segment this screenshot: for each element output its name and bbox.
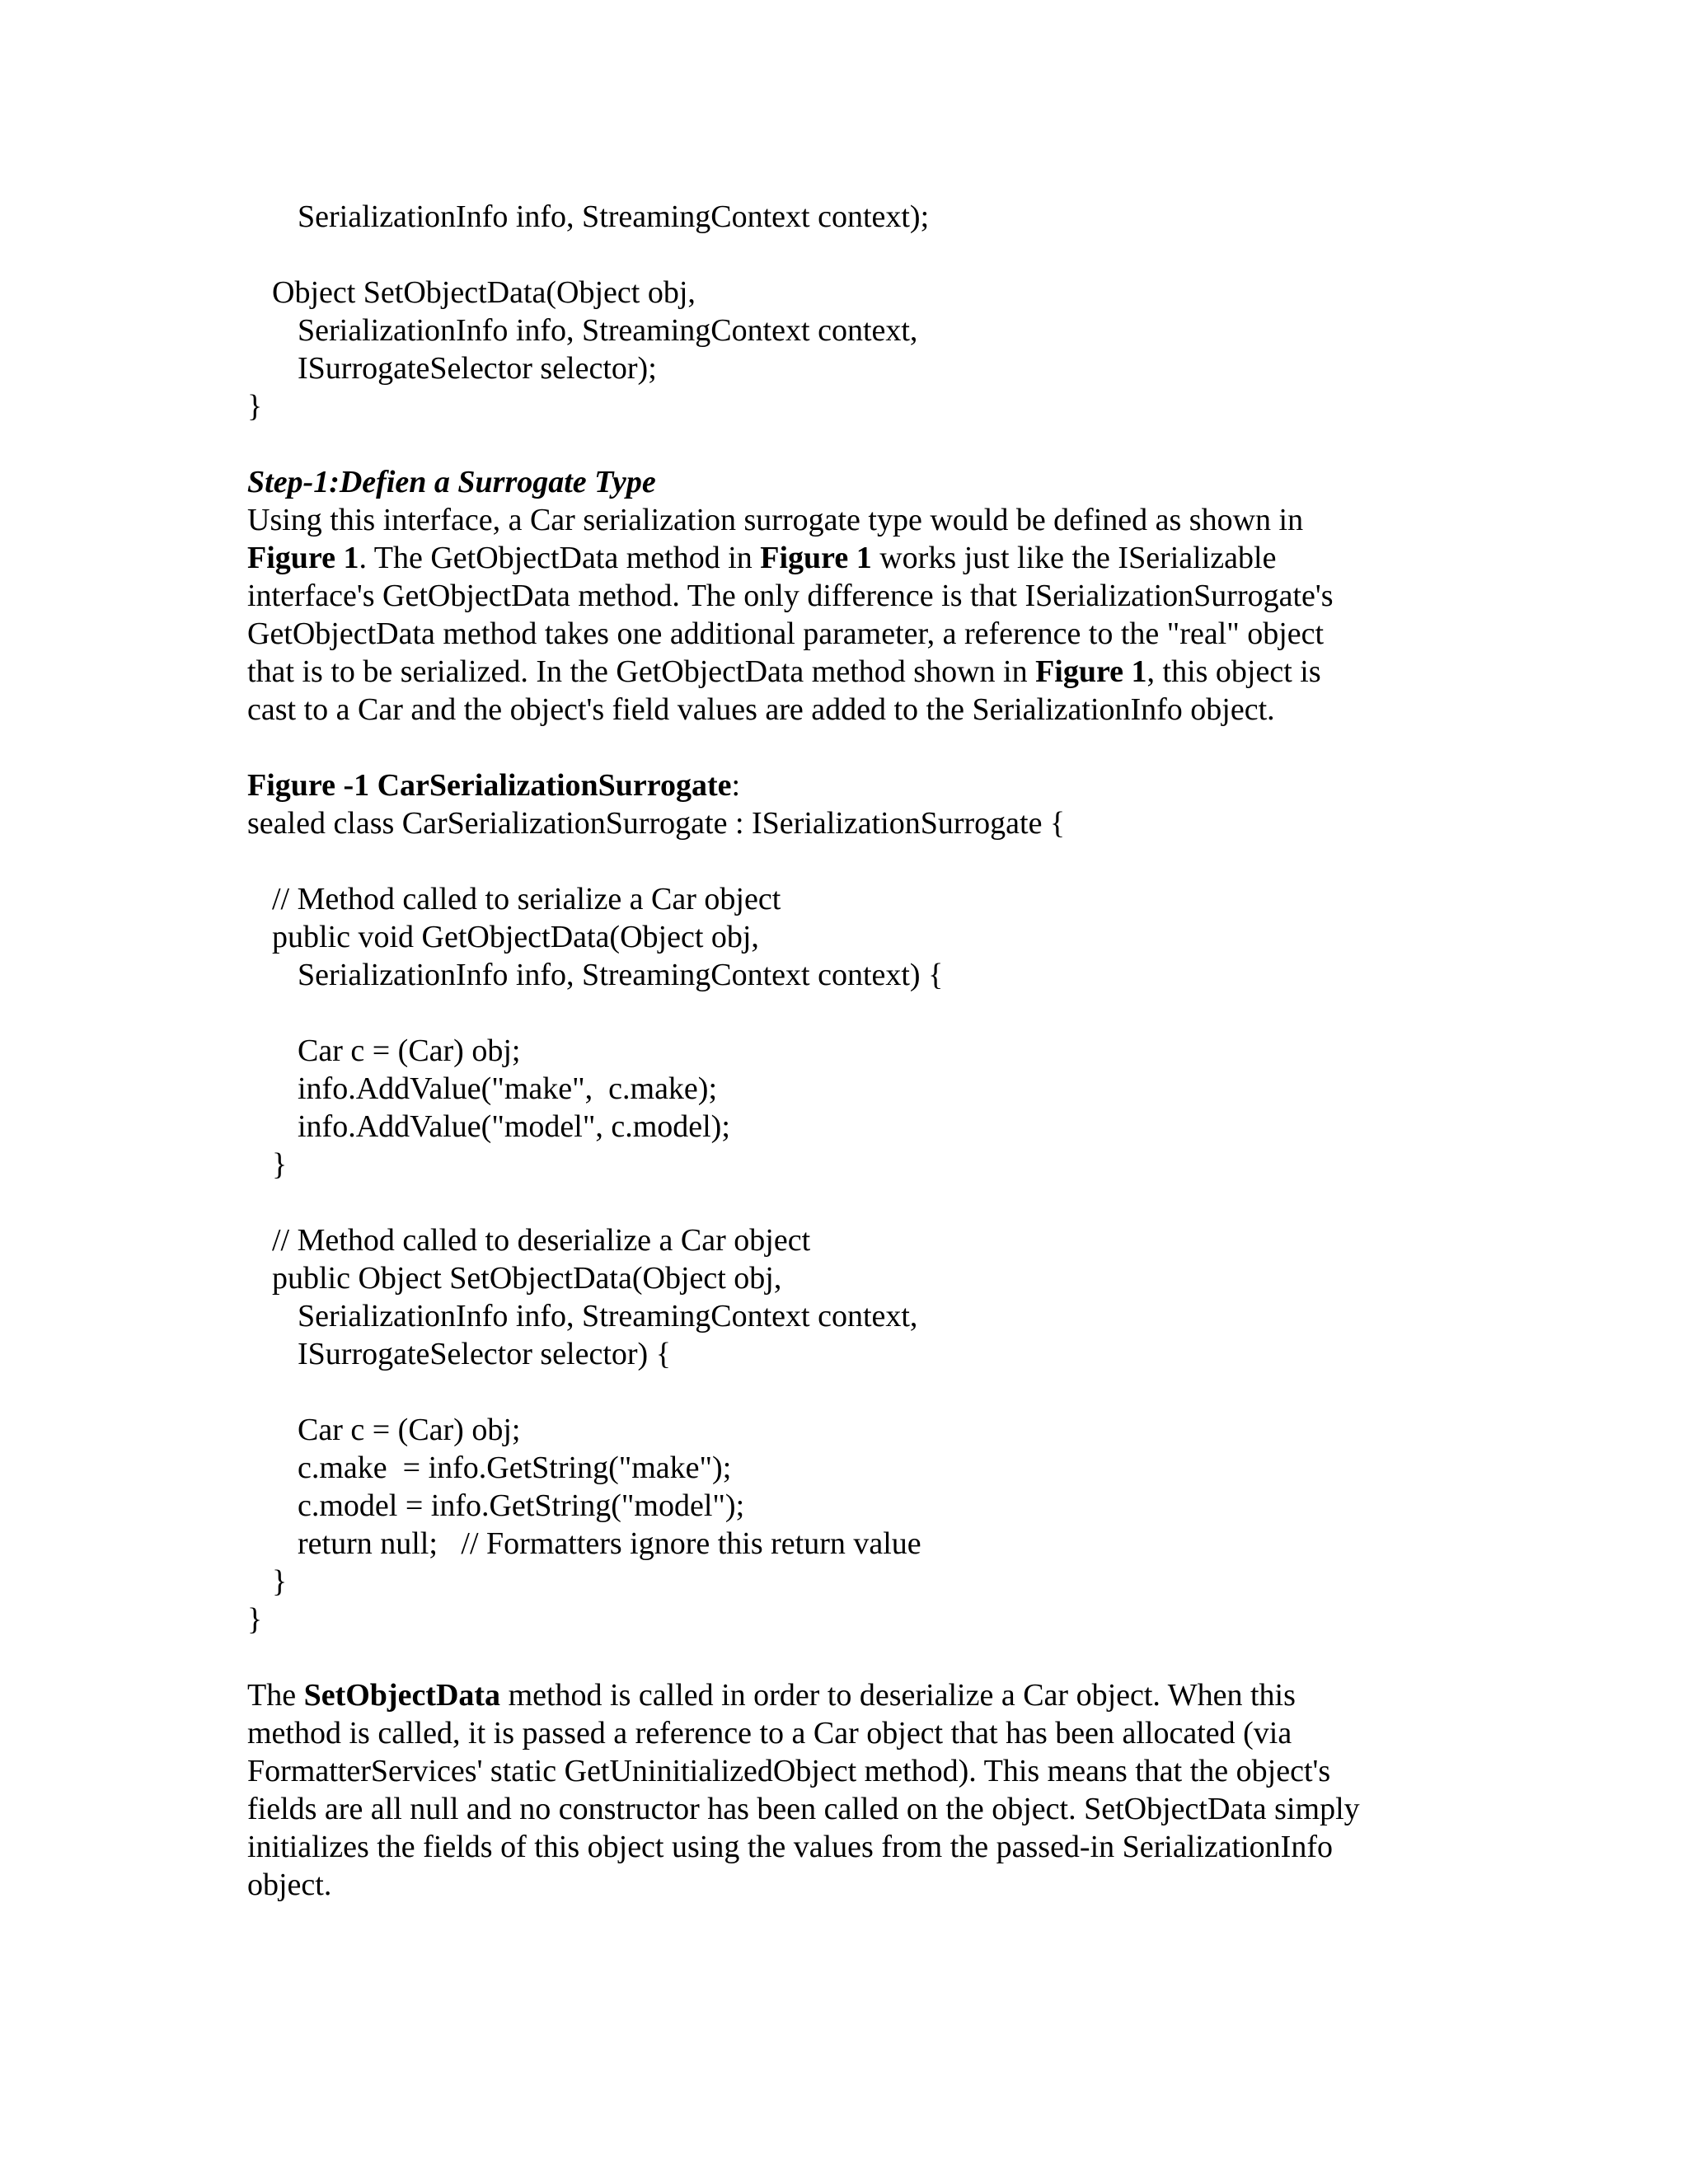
- paragraph-line: [247, 539, 1276, 577]
- paragraph-line: FormatterServices' static GetUninitializedObject method). This means that the object's: [247, 1754, 1331, 1788]
- figure-caption-title: Figure -1 CarSerializationSurrogate: [247, 768, 732, 803]
- figure-reference: Figure 1: [247, 541, 359, 575]
- paragraph-line: object.: [247, 1868, 332, 1902]
- code-line: info.AddValue("model", c.model);: [298, 1109, 730, 1144]
- section-heading: Step-1:Defien a Surrogate Type: [247, 465, 656, 499]
- code-line: info.AddValue("make", c.make);: [298, 1071, 718, 1106]
- code-line: ISurrogateSelector selector) {: [298, 1337, 671, 1371]
- paragraph-line: interface's GetObjectData method. The only difference is that ISerializationSurrogate's: [247, 579, 1334, 613]
- code-line: }: [272, 1564, 288, 1599]
- figure-caption-colon: :: [731, 768, 741, 803]
- figure-caption: [247, 766, 740, 804]
- paragraph-line: [247, 653, 1321, 691]
- code-line: }: [247, 389, 263, 424]
- paragraph-line: Using this interface, a Car serialization surrogate type would be defined as shown in: [247, 503, 1304, 537]
- figure-reference: Figure 1: [1035, 654, 1147, 689]
- code-line: c.make = info.GetString("make");: [298, 1451, 732, 1485]
- text-span: method is called in order to deserialize a Car object. When this: [500, 1678, 1296, 1713]
- code-line: c.model = info.GetString("model");: [298, 1488, 745, 1523]
- text-span: . The GetObjectData method in: [359, 541, 761, 575]
- code-line: }: [247, 1602, 263, 1637]
- text-span: The: [247, 1678, 304, 1713]
- paragraph-line: [247, 1676, 1296, 1714]
- code-line: SerializationInfo info, StreamingContext context,: [298, 1299, 918, 1333]
- text-span: works just like the ISerializable: [871, 541, 1277, 575]
- method-name: SetObjectData: [303, 1678, 501, 1713]
- code-line: Car c = (Car) obj;: [298, 1033, 521, 1068]
- code-line: public void GetObjectData(Object obj,: [272, 920, 759, 954]
- paragraph-line: GetObjectData method takes one additional parameter, a reference to the "real" object: [247, 616, 1325, 651]
- paragraph-line: method is called, it is passed a reference to a Car object that has been allocated (via: [247, 1716, 1292, 1750]
- code-line: Object SetObjectData(Object obj,: [272, 275, 696, 310]
- figure-reference: Figure 1: [760, 541, 872, 575]
- text-span: that is to be serialized. In the GetObjectData method shown in: [247, 654, 1036, 689]
- code-line: return null; // Formatters ignore this return value: [298, 1526, 921, 1561]
- code-line: sealed class CarSerializationSurrogate : ISerializationSurrogate {: [247, 806, 1066, 841]
- code-line: SerializationInfo info, StreamingContext context,: [298, 313, 918, 348]
- code-line: Car c = (Car) obj;: [298, 1413, 521, 1447]
- code-line: SerializationInfo info, StreamingContext context);: [298, 199, 930, 234]
- paragraph-line: cast to a Car and the object's field values are added to the SerializationInfo object.: [247, 692, 1275, 727]
- code-line: SerializationInfo info, StreamingContext context) {: [298, 958, 944, 992]
- code-line: public Object SetObjectData(Object obj,: [272, 1261, 782, 1296]
- paragraph-line: fields are all null and no constructor has been called on the object. SetObjectData simply: [247, 1792, 1360, 1826]
- text-span: , this object is: [1146, 654, 1321, 689]
- paragraph-line: initializes the fields of this object using the values from the passed-in SerializationInfo: [247, 1830, 1333, 1864]
- code-line: }: [272, 1147, 288, 1182]
- code-comment: // Method called to deserialize a Car object: [272, 1223, 811, 1258]
- code-line: ISurrogateSelector selector);: [298, 351, 657, 386]
- code-comment: // Method called to serialize a Car object: [272, 882, 781, 916]
